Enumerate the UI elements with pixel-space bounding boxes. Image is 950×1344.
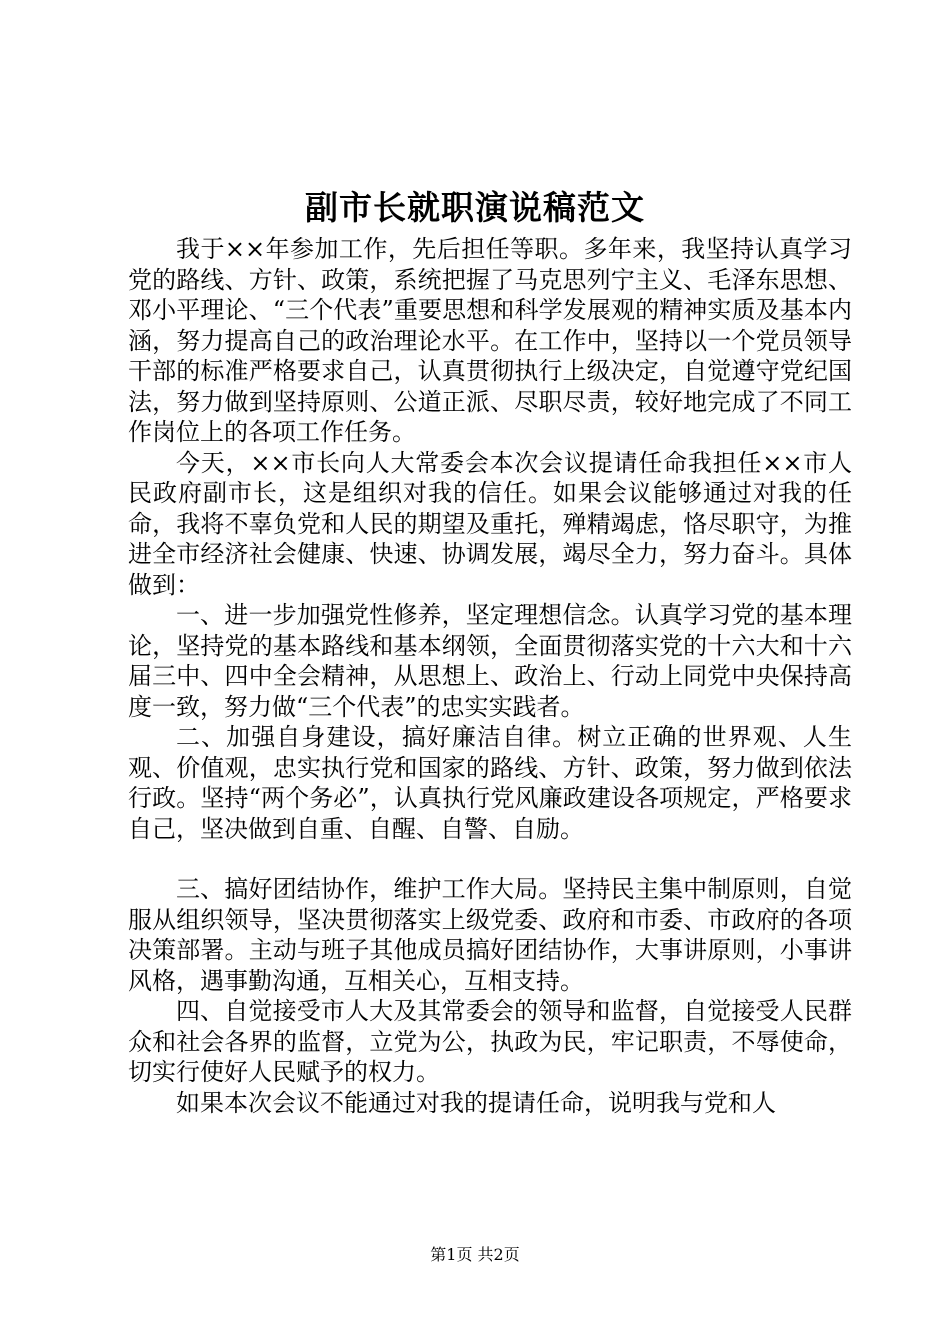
paragraph-appointment: 今天，××市长向人大常委会本次会议提请任命我担任××市人民政府副市长，这是组织对我的信任。如果会议能够通过对我的任命，我将不辜负党和人民的期望及重托，殚精竭虑，恪尽职守，为推进全市经济社会健康、快速、协调发展，竭尽全力，努力奋斗。具体做到： bbox=[128, 448, 852, 599]
paragraph-point-three: 三、搞好团结协作，维护工作大局。坚持民主集中制原则，自觉服从组织领导，坚决贯彻落实上级党委、政府和市委、市政府的各项决策部署。主动与班子其他成员搞好团结协作，大事讲原则，小事讲风格，遇事勤沟通，互相关心，互相支持。 bbox=[128, 875, 852, 995]
document-body bbox=[128, 234, 852, 1118]
paragraph-point-two: 二、加强自身建设，搞好廉洁自律。树立正确的世界观、人生观、价值观，忠实执行党和国家的路线、方针、政策，努力做到依法行政。坚持“两个务必”，认真执行党风廉政建设各项规定，严格要求自己，坚决做到自重、自醒、自警、自励。 bbox=[128, 723, 852, 843]
paragraph-point-one: 一、进一步加强党性修养，坚定理想信念。认真学习党的基本理论，坚持党的基本路线和基本纲领，全面贯彻落实党的十六大和十六届三中、四中全会精神，从思想上、政治上、行动上同党中央保持高度一致，努力做“三个代表”的忠实实践者。 bbox=[128, 601, 852, 721]
document-title: 副市长就职演说稿范文 bbox=[305, 188, 645, 227]
paragraph-point-four: 四、自觉接受市人大及其常委会的领导和监督，自觉接受人民群众和社会各界的监督，立党为公，执政为民，牢记职责，不辱使命，切实行使好人民赋予的权力。 bbox=[128, 997, 852, 1086]
paragraph-closing: 如果本次会议不能通过对我的提请任命，说明我与党和人 bbox=[176, 1088, 776, 1117]
paragraph-work-history: 我于××年参加工作，先后担任等职。多年来，我坚持认真学习党的路线、方针、政策，系统把握了马克思列宁主义、毛泽东思想、邓小平理论、“三个代表”重要思想和科学发展观的精神实质及基本内涵，努力提高自己的政治理论水平。在工作中，坚持以一个党员领导干部的标准严格要求自己，认真贯彻执行上级决定，自觉遵守党纪国法，努力做到坚持原则、公道正派、尽职尽责，较好地完成了不同工作岗位上的各项工作任务。 bbox=[128, 235, 852, 446]
page-number: 第1页 共2页 bbox=[430, 1245, 520, 1264]
